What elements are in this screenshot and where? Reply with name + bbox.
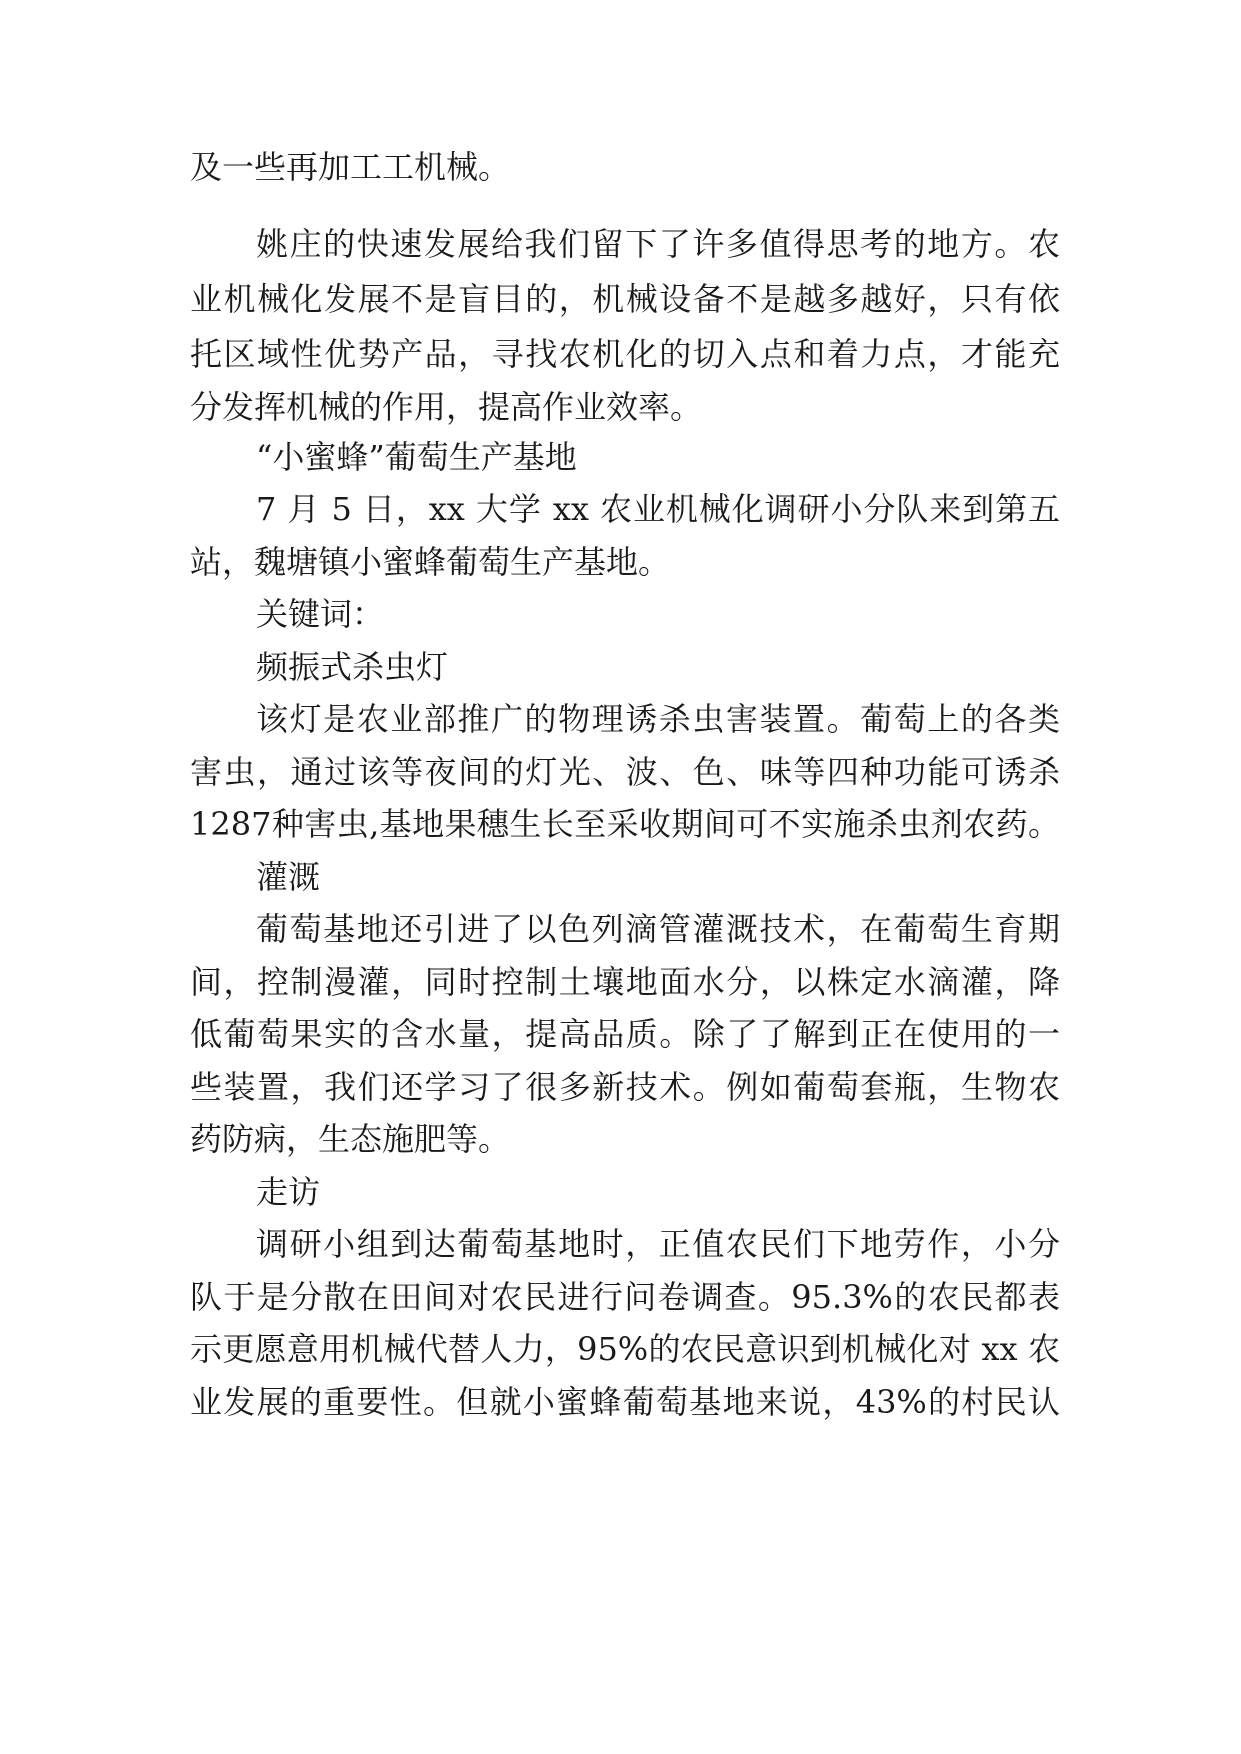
- text-line: 站，魏塘镇小蜜蜂葡萄生产基地。: [190, 543, 671, 581]
- paragraph-start-line: 调研小组到达葡萄基地时，正值农民们下地劳作，小分: [256, 1225, 1060, 1263]
- text-line: 业发展的重要性。但就小蜜蜂葡萄基地来说，43%的村民认: [190, 1383, 1060, 1421]
- text-line: 1287种害虫,基地果穗生长至采收期间可不实施杀虫剂农药。: [190, 805, 1060, 843]
- text-line: 队于是分散在田间对农民进行问卷调查。95.3%的农民都表: [190, 1278, 1060, 1316]
- text-line: 示更愿意用机械代替人力，95%的农民意识到机械化对 xx 农: [190, 1330, 1060, 1368]
- text-line: 托区域性优势产品，寻找农机化的切入点和着力点，才能充: [190, 335, 1060, 373]
- section-heading: “小蜜蜂”葡萄生产基地: [256, 438, 577, 476]
- keywords-label: 关键词：: [256, 595, 385, 633]
- text-line: 低葡萄果实的含水量，提高品质。除了了解到正在使用的一: [190, 1015, 1060, 1053]
- subheading: 灌溉: [256, 858, 321, 896]
- paragraph-start-line: 姚庄的快速发展给我们留下了许多值得思考的地方。农: [256, 225, 1060, 263]
- paragraph-start-line: 该灯是农业部推广的物理诱杀虫害装置。葡萄上的各类: [256, 700, 1060, 738]
- text-line: 药防病，生态施肥等。: [190, 1120, 511, 1158]
- text-line: 些装置，我们还学习了很多新技术。例如葡萄套瓶，生物农: [190, 1068, 1060, 1106]
- text-line: 害虫，通过该等夜间的灯光、波、色、味等四种功能可诱杀: [190, 753, 1060, 791]
- subheading: 频振式杀虫灯: [256, 648, 449, 686]
- text-line: 及一些再加工工机械。: [190, 148, 511, 186]
- text-line: 间，控制漫灌，同时控制土壤地面水分，以株定水滴灌，降: [190, 963, 1060, 1001]
- paragraph-start-line: 葡萄基地还引进了以色列滴管灌溉技术，在葡萄生育期: [256, 910, 1060, 948]
- subheading: 走访: [256, 1173, 321, 1211]
- text-line: 业机械化发展不是盲目的，机械设备不是越多越好，只有依: [190, 280, 1060, 318]
- paragraph-start-line: 7 月 5 日，xx 大学 xx 农业机械化调研小分队来到第五: [256, 490, 1060, 528]
- text-line: 分发挥机械的作用，提高作业效率。: [190, 388, 703, 426]
